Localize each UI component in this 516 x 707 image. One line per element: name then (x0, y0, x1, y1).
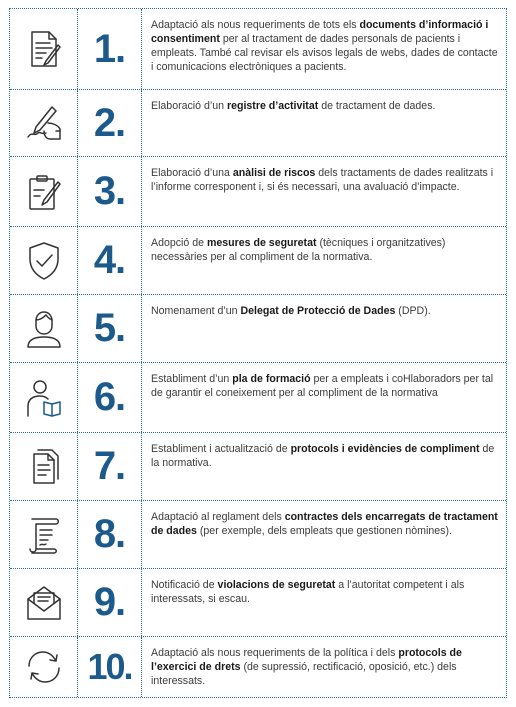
step-description: Adopció de mesures de seguretat (tècniques i organitzatives) necessàries per al compliment de la normativa. (151, 237, 446, 263)
step-description: Establiment d’un pla de formació per a empleats i coHlaboradors per tal de garantir el coneixement per al compliment de la normativa (151, 373, 494, 399)
table-row (10, 637, 506, 697)
step-number: 2. (93, 100, 126, 145)
table-row (10, 9, 506, 90)
step-description: Elaboració d’un registre d’activitat de tractament de dades. (151, 100, 436, 112)
table-row (10, 90, 506, 157)
step-number: 3. (93, 169, 126, 213)
step-number: 1. (93, 26, 126, 71)
envelope-letter-icon (22, 581, 66, 625)
table-row (10, 157, 506, 227)
step-description: Establiment i actualització de protocols i evidències de compliment de la normativa. (151, 443, 495, 469)
step-number: 7. (93, 444, 126, 488)
table-row (10, 433, 506, 501)
person-icon (22, 307, 66, 351)
step-description: Notificació de violacions de seguretat a l’autoritat competent i als interessats, si escau. (151, 579, 465, 605)
step-description: Adaptació als nous requeriments de la política i dels protocols de l’exercici de drets (de supressió, rectificació, oposició, etc.) dels interessats. (151, 647, 462, 687)
step-number: 6. (93, 375, 126, 419)
document-pen-icon (22, 27, 66, 71)
step-number: 4. (93, 238, 126, 282)
step-description: Nomenament d’un Delegat de Protecció de Dades (DPD). (151, 305, 431, 317)
table-row (10, 501, 506, 569)
step-description: Adaptació als nous requeriments de tots els documents d’informació i consentiment per al tractament de dades personals de pacients i empleats. També cal revisar els avisos legals de webs, dades de contacte i comunicacions electròniques a pacients. (151, 19, 498, 73)
step-description: Adaptació al reglament dels contractes dels encarregats de tractament de dades (per exemple, dels empleats que gestionen nòmines). (151, 511, 498, 537)
table-row (10, 363, 506, 433)
table-row (10, 227, 506, 295)
requirements-table (9, 8, 507, 698)
person-book-icon (22, 376, 66, 420)
refresh-arrows-icon (22, 645, 66, 689)
clipboard-pen-icon (22, 170, 66, 214)
step-number: 8. (93, 512, 126, 556)
step-number: 10. (87, 646, 132, 687)
step-number: 9. (93, 580, 126, 624)
scroll-contract-icon (22, 513, 66, 557)
writing-hand-icon (22, 101, 66, 145)
table-row (10, 295, 506, 363)
shield-check-icon (22, 239, 66, 283)
documents-stack-icon (22, 445, 66, 489)
step-number: 5. (93, 306, 126, 350)
step-description: Elaboració d’una anàlisi de riscos dels tractaments de dades realitzats i l’informe corresponent i, si és necessari, una avaluació d’impacte. (151, 167, 494, 193)
table-row (10, 569, 506, 637)
